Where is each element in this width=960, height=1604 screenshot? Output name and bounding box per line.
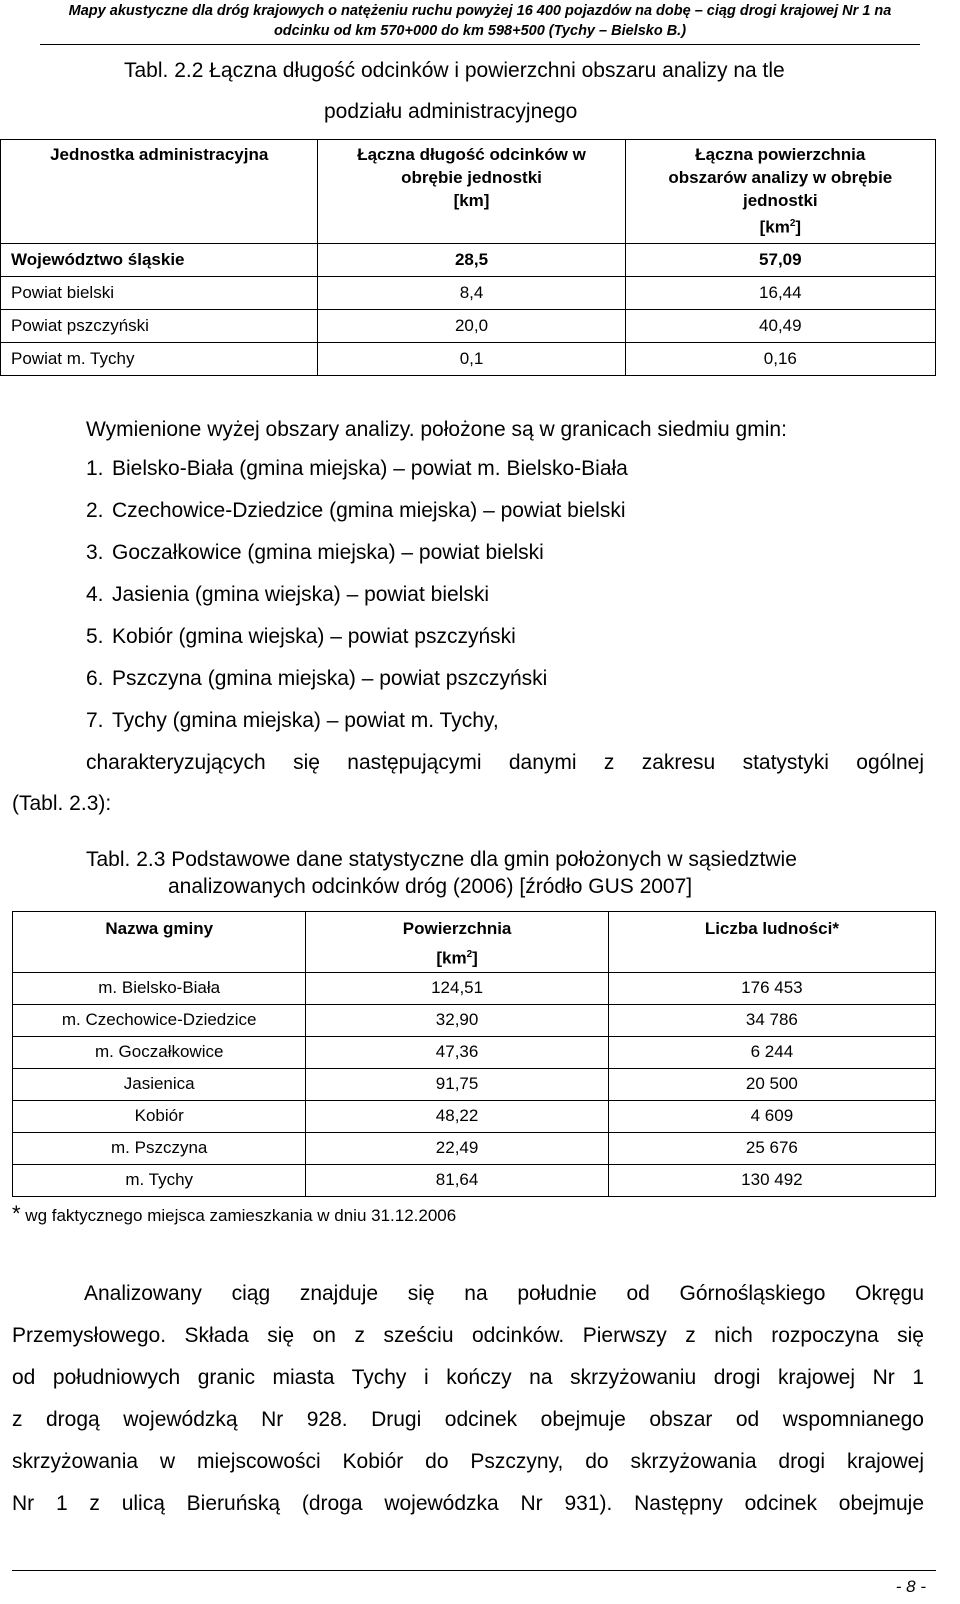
page-number: - 8 -	[895, 1577, 926, 1596]
table1-header-area	[625, 140, 935, 244]
table-row	[13, 1132, 936, 1164]
unit-area: 40,49	[625, 310, 935, 343]
paragraph-line: z drogą wojewódzką Nr 928. Drugi odcinek obejmuje obszar od wspomnianego	[12, 1408, 924, 1431]
header-line-2: odcinku od km 570+000 do km 598+500 (Tychy – Bielsko B.)	[273, 23, 687, 39]
list-item: 6. Pszczyna (gmina miejska) – powiat pszczyński	[86, 667, 548, 690]
table1-header-row	[1, 140, 936, 244]
table2-caption-line2: analizowanych odcinków dróg (2006) [źródło GUS 2007]	[168, 875, 693, 898]
header-divider	[40, 44, 920, 45]
gminy-list	[86, 455, 628, 749]
table-row	[1, 310, 936, 343]
gmina-name: m. Goczałkowice	[13, 1036, 306, 1068]
list-item: 7. Tychy (gmina miejska) – powiat m. Tychy,	[86, 709, 499, 732]
gmina-area: 91,75	[306, 1068, 608, 1100]
area-header-line1: Łączna powierzchnia	[695, 145, 866, 164]
paragraph-line: Nr 1 z ulicą Bieruńską (droga wojewódzka Nr 931). Następny odcinek obejmuje	[12, 1492, 924, 1515]
gmina-area: 22,49	[306, 1132, 608, 1164]
table1-caption-line1: Tabl. 2.2 Łączna długość odcinków i powierzchni obszaru analizy na tle	[124, 59, 785, 82]
gmina-name: m. Czechowice-Dziedzice	[13, 1004, 306, 1036]
length-header-line1: Łączna długość odcinków w	[357, 145, 586, 164]
list-item: 2. Czechowice-Dziedzice (gmina miejska) – powiat bielski	[86, 499, 626, 522]
unit-area: 0,16	[625, 343, 935, 376]
list-item: 3. Goczałkowice (gmina miejska) – powiat bielski	[86, 541, 544, 564]
table-row	[13, 1164, 936, 1196]
gmina-population: 34 786	[608, 1004, 935, 1036]
list-item: 1. Bielsko-Biała (gmina miejska) – powiat m. Bielsko-Biała	[86, 457, 628, 480]
table-row	[13, 1004, 936, 1036]
gmina-area: 124,51	[306, 972, 608, 1004]
gmina-population: 4 609	[608, 1100, 935, 1132]
footnote-text: wg faktycznego miejsca zamieszkania w dniu 31.12.2006	[25, 1206, 457, 1225]
table1-caption-line2: podziału administracyjnego	[324, 100, 578, 123]
footer-divider	[12, 1570, 936, 1571]
admin-units-table	[0, 139, 936, 376]
gmina-name: Jasienica	[13, 1068, 306, 1100]
gmina-name: Kobiór	[13, 1100, 306, 1132]
gmina-population: 130 492	[608, 1164, 935, 1196]
gmina-area: 47,36	[306, 1036, 608, 1068]
area-header-unit: $[km^2]$	[759, 217, 802, 237]
table-row	[1, 277, 936, 310]
table-row	[13, 1100, 936, 1132]
after-list-line2: (Tabl. 2.3):	[12, 792, 112, 815]
gmina-name: m. Tychy	[13, 1164, 306, 1196]
unit-length: 0,1	[318, 343, 625, 376]
table2-caption-line1: Tabl. 2.3 Podstawowe dane statystyczne dla gmin położonych w sąsiedztwie	[86, 848, 797, 871]
gminy-intro: Wymienione wyżej obszary analizy. położone są w granicach siedmiu gmin:	[86, 418, 787, 441]
gmina-population: 176 453	[608, 972, 935, 1004]
paragraph-line: skrzyżowania w miejscowości Kobiór do Pszczyny, do skrzyżowania drogi krajowej	[12, 1450, 924, 1473]
gmina-name: m. Bielsko-Biała	[13, 972, 306, 1004]
table2-header-area	[306, 912, 608, 973]
area-header-line1: Powierzchnia	[402, 919, 512, 938]
table-row	[1, 343, 936, 376]
table1-header-length	[318, 140, 625, 244]
table-row	[13, 1068, 936, 1100]
gmina-area: 48,22	[306, 1100, 608, 1132]
page-header	[40, 1, 920, 41]
unit-name: Województwo śląskie	[1, 244, 318, 277]
table1-header-unit	[1, 140, 318, 244]
unit-name: Powiat m. Tychy	[1, 343, 318, 376]
table-row	[13, 972, 936, 1004]
area-header-line2: obszarów analizy w obrębie	[668, 168, 893, 187]
unit-name: Powiat pszczyński	[1, 310, 318, 343]
footnote-star: *	[12, 1201, 21, 1226]
gmina-area: 32,90	[306, 1004, 608, 1036]
list-item: 4. Jasienia (gmina wiejska) – powiat bielski	[86, 583, 489, 606]
length-header-unit: [km]	[453, 191, 490, 210]
gmina-population: 20 500	[608, 1068, 935, 1100]
gmina-population: 25 676	[608, 1132, 935, 1164]
after-list-line1: charakteryzujących się następującymi danymi z zakresu statystyki ogólnej	[86, 751, 924, 774]
table2-footnote	[12, 1201, 456, 1227]
unit-area: 16,44	[625, 277, 935, 310]
body-paragraph	[12, 1279, 924, 1531]
gmina-population: 6 244	[608, 1036, 935, 1068]
paragraph-line: Przemysłowego. Składa się on z sześciu odcinków. Pierwszy z nich rozpoczyna się	[12, 1324, 924, 1347]
unit-name: Powiat bielski	[1, 277, 318, 310]
paragraph-line: od południowych granic miasta Tychy i kończy na skrzyżowaniu drogi krajowej Nr 1	[12, 1366, 924, 1389]
length-header-line2: obrębie jednostki	[401, 168, 542, 187]
paragraph-line: Analizowany ciąg znajduje się na południe od Górnośląskiego Okręgu	[84, 1282, 924, 1305]
table-row	[13, 1036, 936, 1068]
list-item: 5. Kobiór (gmina wiejska) – powiat pszczyński	[86, 625, 516, 648]
table2-header-population: Liczba ludności*	[608, 912, 935, 973]
unit-header-label: Jednostka administracyjna	[50, 145, 269, 164]
gminy-stats-table	[12, 911, 936, 1197]
table-row	[1, 244, 936, 277]
unit-area: 57,09	[625, 244, 935, 277]
unit-length: 20,0	[318, 310, 625, 343]
area-header-unit: $[km^2]$	[436, 948, 478, 968]
unit-length: 28,5	[318, 244, 625, 277]
table2-header-row	[13, 912, 936, 973]
area-header-line3: jednostki	[743, 191, 818, 210]
header-line-1: Mapy akustyczne dla dróg krajowych o natężeniu ruchu powyżej 16 400 pojazdów na dobę – ciąg drogi krajowej Nr 1 na	[68, 3, 892, 19]
unit-length: 8,4	[318, 277, 625, 310]
table2-header-name: Nazwa gminy	[13, 912, 306, 973]
gmina-name: m. Pszczyna	[13, 1132, 306, 1164]
gmina-area: 81,64	[306, 1164, 608, 1196]
